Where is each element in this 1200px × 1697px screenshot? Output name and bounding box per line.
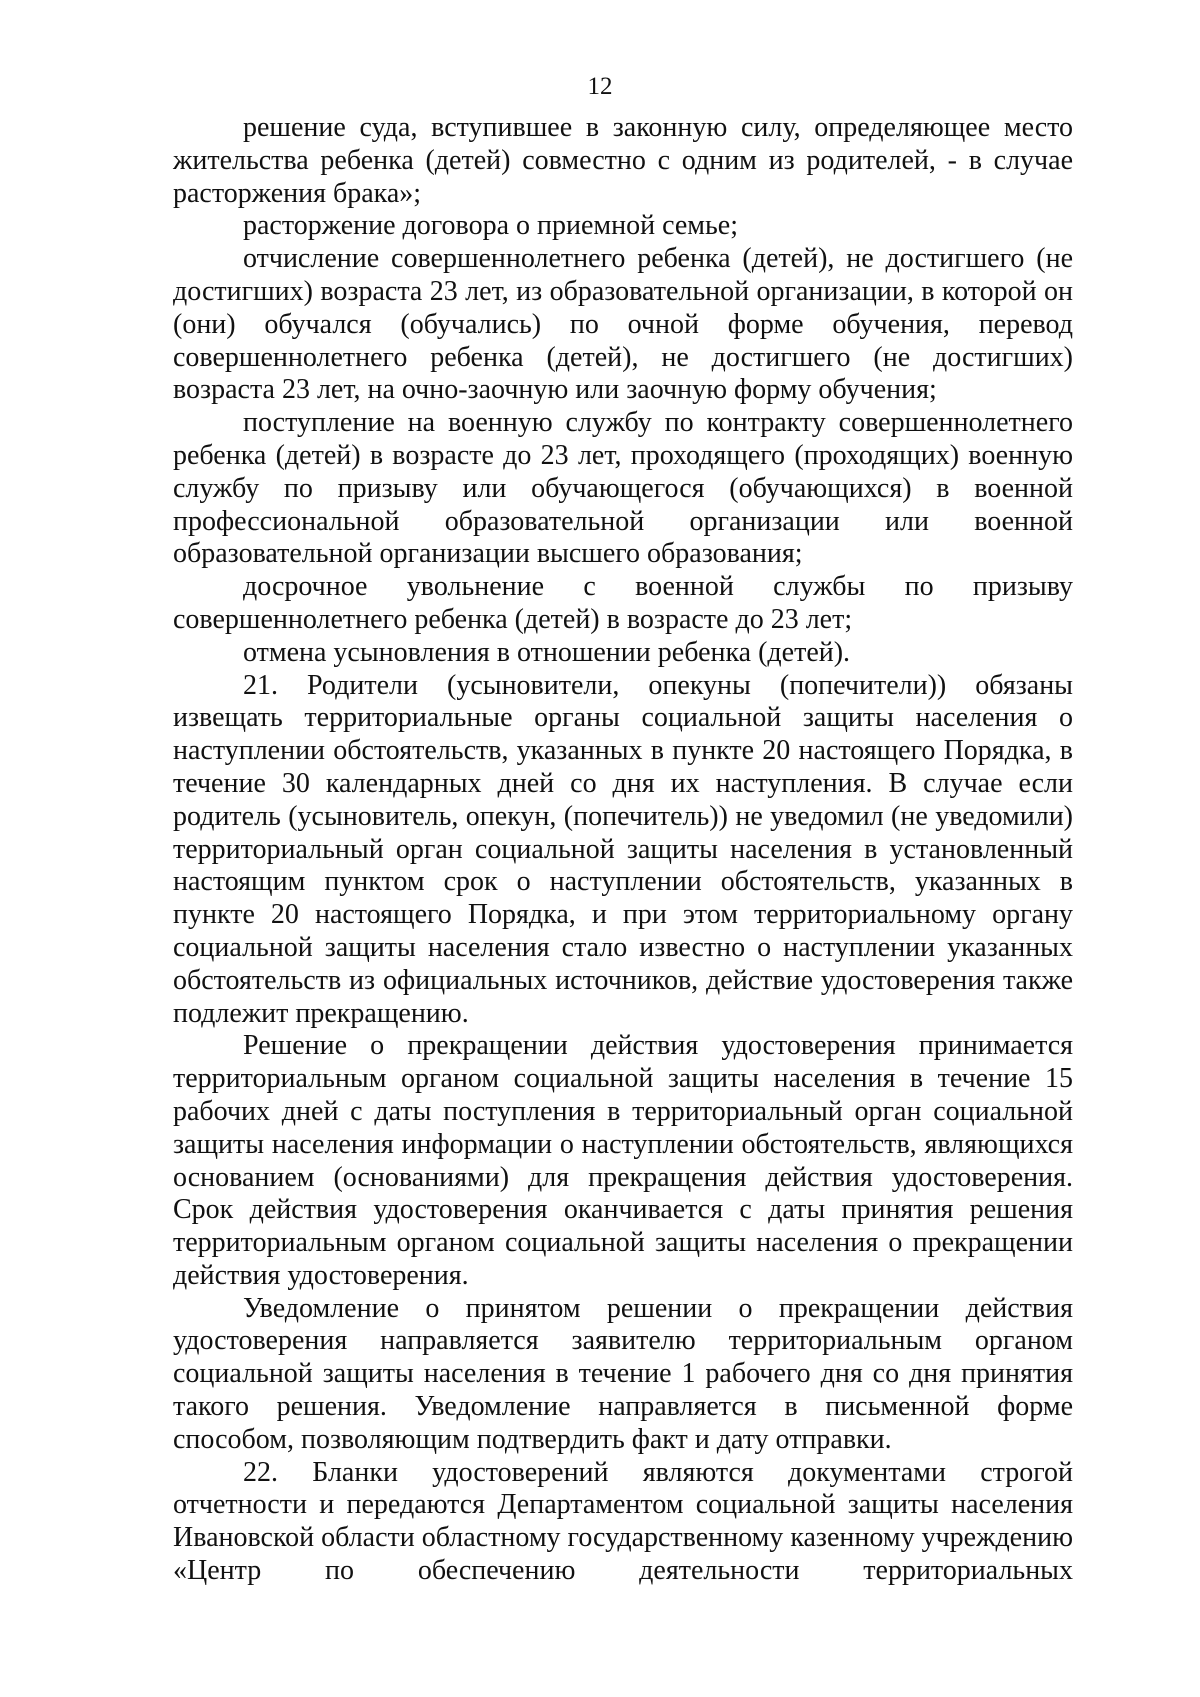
paragraph-court-decision: решение суда, вступившее в законную силу, определяющее место жительства ребенка (детей) совместно с одним из родителей, - в случае расторжения брака»;	[173, 112, 1073, 209]
document-body	[173, 112, 1073, 1588]
paragraph-military-contract: поступление на военную службу по контракту совершеннолетнего ребенка (детей) в возрасте до 23 лет, проходящего (проходящих) военную службу по призыву или обучающегося (обучающихся) в военной профессиональной образовательной организации или военной образовательной организации высшего образования;	[173, 407, 1073, 570]
paragraph-termination-decision: Решение о прекращении действия удостоверения принимается территориальным органом социальной защиты населения в течение 15 рабочих дней с даты поступления в территориальный орган социальной защиты населения информации о наступлении обстоятельств, являющихся основанием (основаниями) для прекращения действия удостоверения. Срок действия удостоверения оканчивается с даты принятия решения территориальным органом социальной защиты населения о прекращении действия удостоверения.	[173, 1030, 1073, 1291]
paragraph-notification: Уведомление о принятом решении о прекращении действия удостоверения направляется заявителю территориальным органом социальной защиты населения в течение 1 рабочего дня со дня принятия такого решения. Уведомление направляется в письменной форме способом, позволяющим подтвердить факт и дату отправки.	[173, 1292, 1073, 1455]
paragraph-foster-contract: расторжение договора о приемной семье;	[243, 210, 738, 242]
paragraph-item-22: 22. Бланки удостоверений являются документами строгой отчетности и передаются Департаментом социальной защиты населения Ивановской области областному государственному казенному учреждению «Центр по обеспечению деятельности территориальных	[173, 1456, 1073, 1587]
paragraph-adoption-cancel: отмена усыновления в отношении ребенка (детей).	[243, 636, 851, 668]
page-number: 12	[587, 73, 613, 100]
paragraph-expulsion: отчисление совершеннолетнего ребенка (детей), не достигшего (не достигших) возраста 23 лет, из образовательной организации, в которой он (они) обучался (обучались) по очной форме обучения, перевод совершеннолетнего ребенка (детей), не достигшего (не достигших) возраста 23 лет, на очно-заочную или заочную форму обучения;	[173, 243, 1073, 406]
paragraph-early-discharge: досрочное увольнение с военной службы по призыву совершеннолетнего ребенка (детей) в возрасте до 23 лет;	[173, 571, 1073, 635]
paragraph-item-21: 21. Родители (усыновители, опекуны (попечители)) обязаны извещать территориальные органы социальной защиты населения о наступлении обстоятельств, указанных в пункте 20 настоящего Порядка, в течение 30 календарных дней со дня их наступления. В случае если родитель (усыновитель, опекун, (попечитель)) не уведомил (не уведомили) территориальный орган социальной защиты населения в установленный настоящим пунктом срок о наступлении обстоятельств, указанных в пункте 20 настоящего Порядка, и при этом территориальному органу социальной защиты населения стало известно о наступлении указанных обстоятельств из официальных источников, действие удостоверения также подлежит прекращению.	[173, 669, 1073, 1029]
